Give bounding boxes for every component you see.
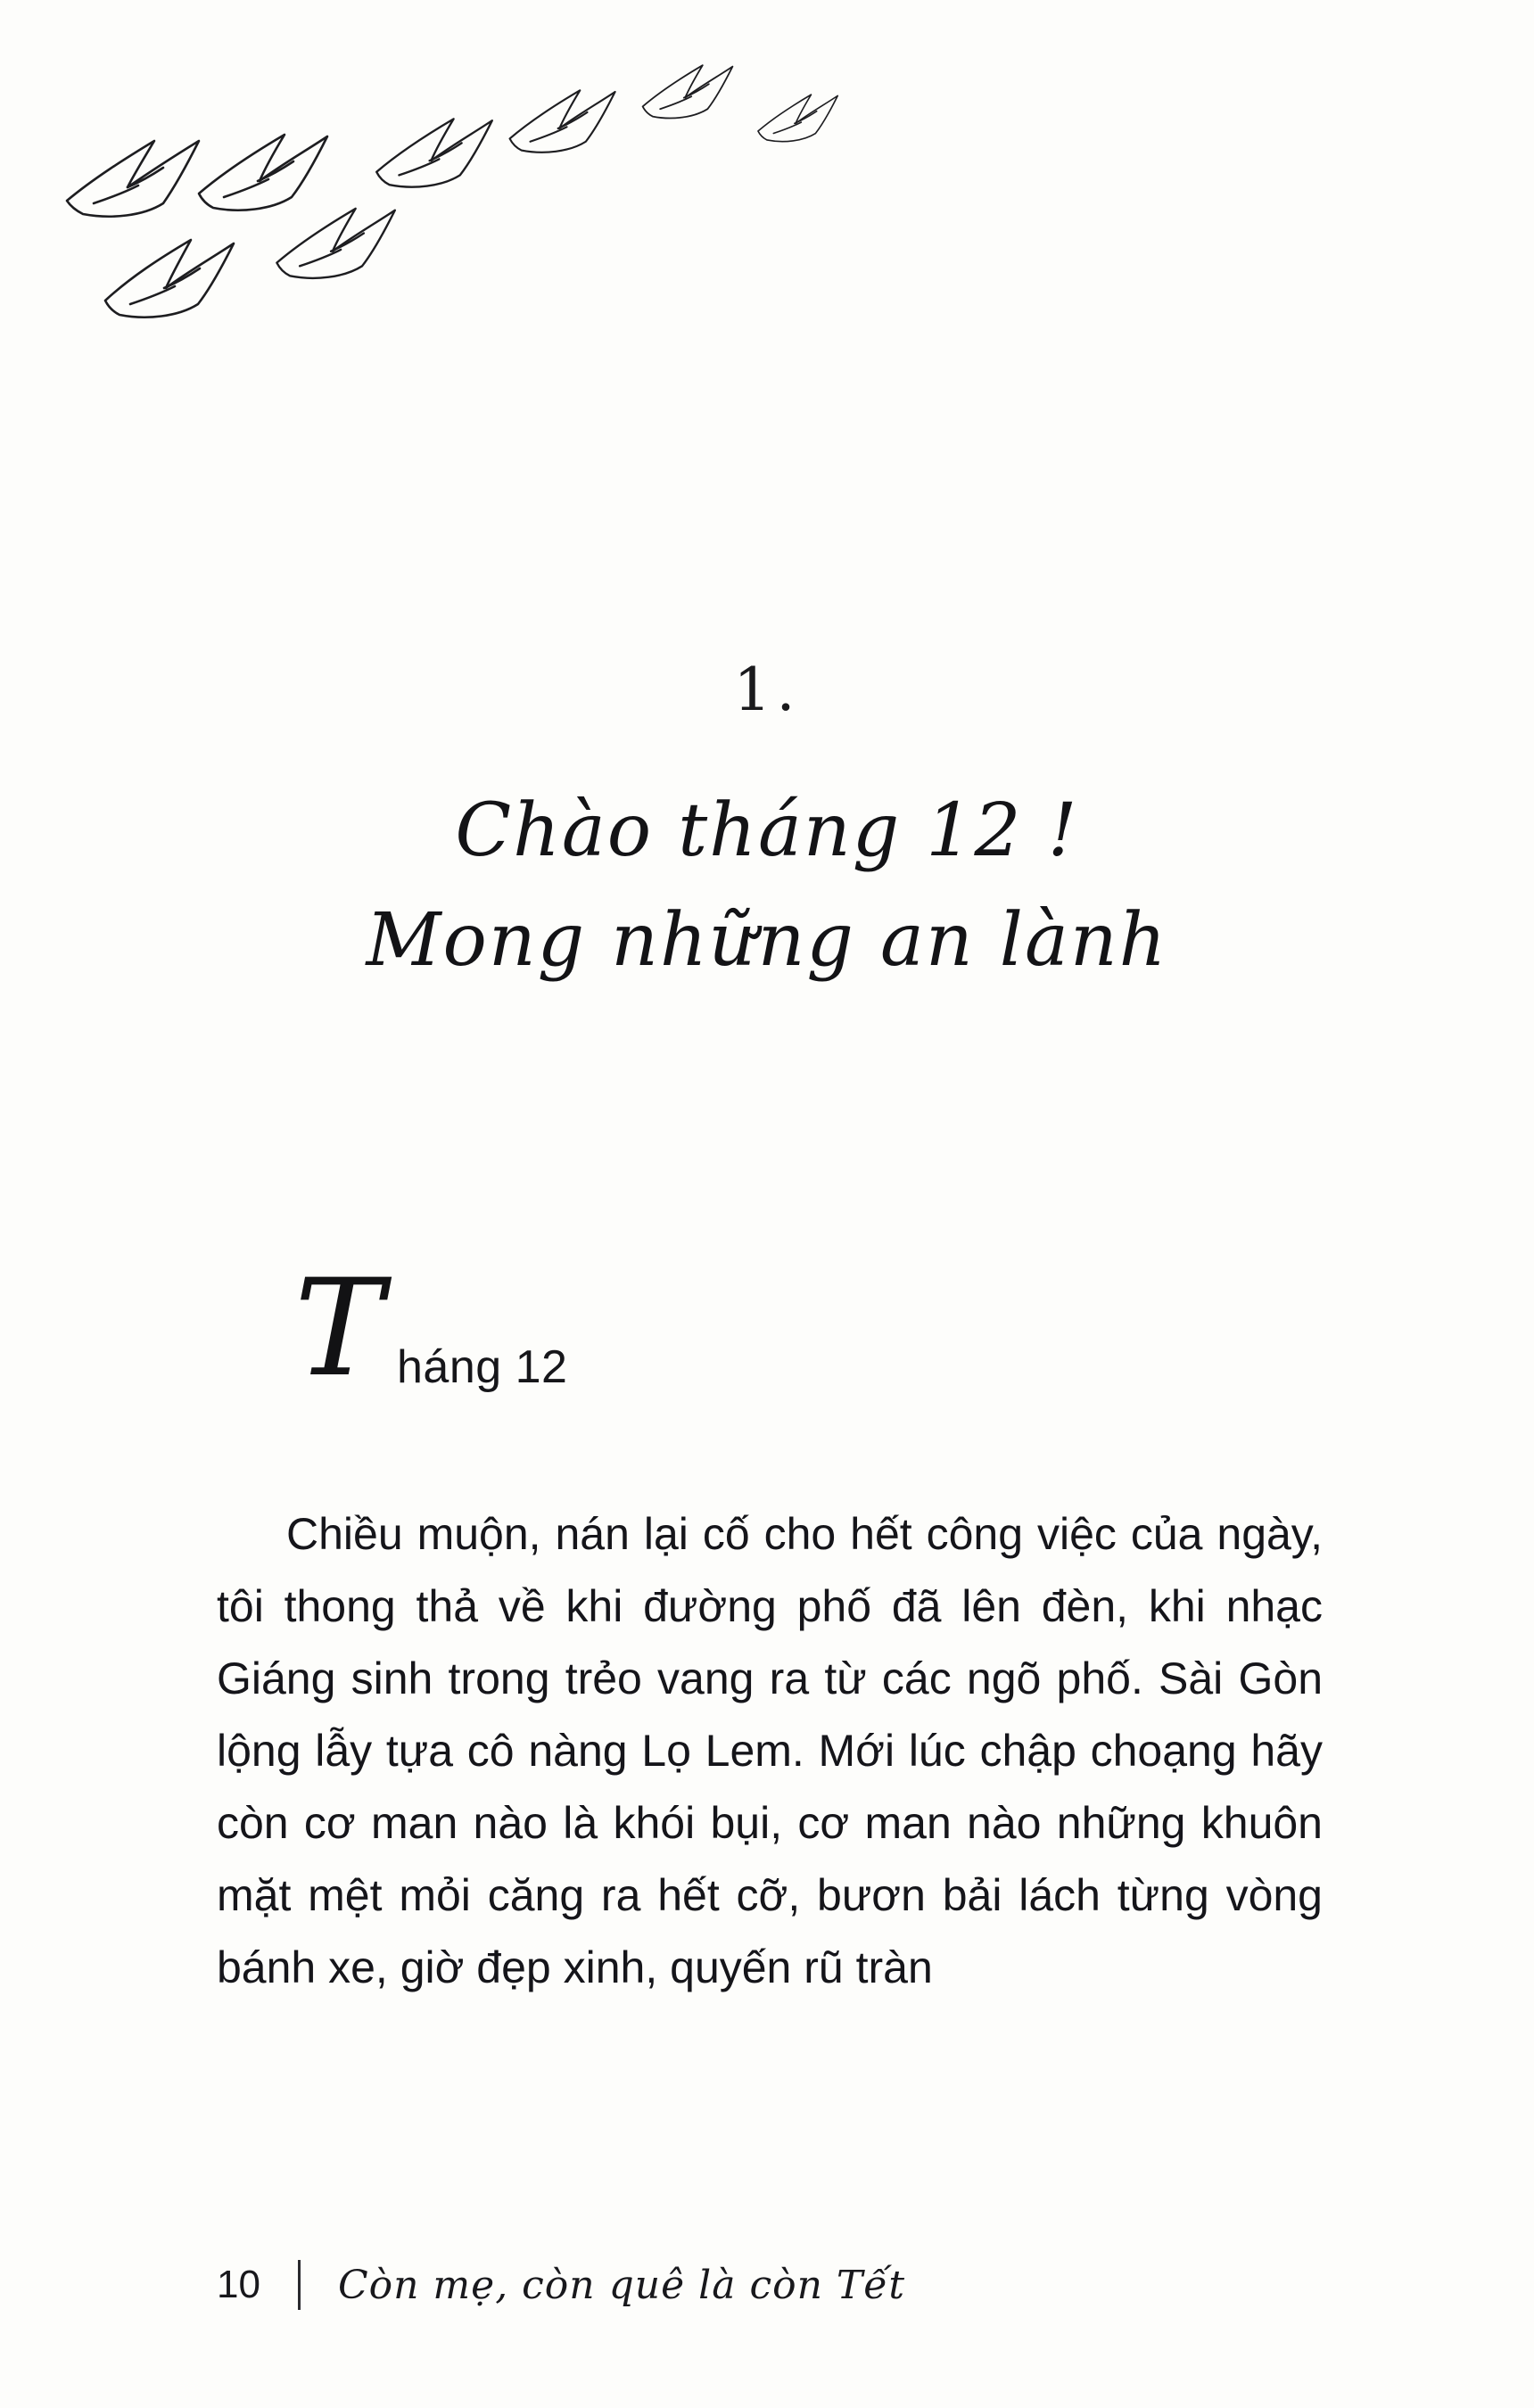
footer-divider (298, 2260, 301, 2310)
chapter-title-line-1: Chào tháng 12 ! (455, 788, 1079, 873)
chapter-title-line-2: Mong những an lành (366, 897, 1168, 983)
section-opener-text: háng 12 (397, 1341, 568, 1393)
page-number: 10 (217, 2263, 260, 2306)
body-text (217, 1498, 1323, 2004)
chapter-title (0, 785, 1534, 988)
footer-book-title: Còn mẹ, còn quê là còn Tết (337, 2262, 906, 2308)
chapter-number: 1. (733, 656, 801, 724)
page-footer (217, 2260, 905, 2310)
body-paragraph: Chiều muộn, nán lại cố cho hết công việc của ngày, tôi thong thả về khi đường phố đã lên đèn, khi nhạc Giáng sinh trong trẻo vang ra từ các ngõ phố. Sài Gòn lộng lẫy tựa cô nàng Lọ Lem. Mới lúc chập choạng hãy còn cơ man nào là khói bụi, cơ man nào những khuôn mặt mệt mỏi căng ra hết cỡ, bươn bải lách từng vòng bánh xe, giờ đẹp xinh, quyến rũ tràn (217, 1509, 1323, 1992)
section-opener (223, 1251, 1338, 1431)
drop-cap: T (294, 1251, 384, 1406)
flying-birds-icon (49, 62, 1208, 401)
